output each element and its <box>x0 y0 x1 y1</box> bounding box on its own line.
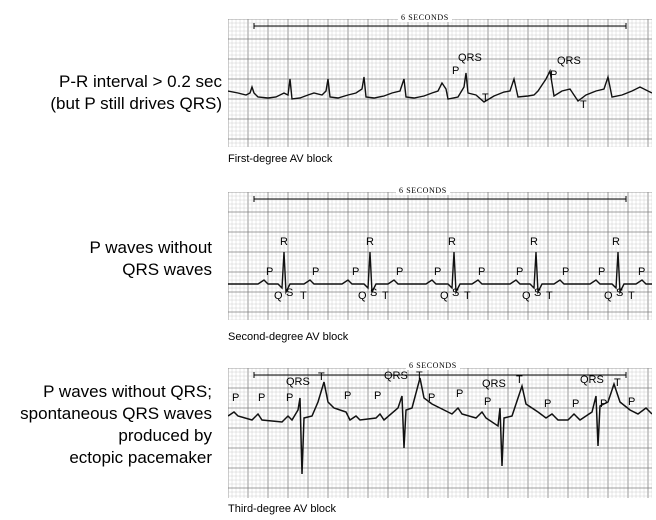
strip3-label-p: P <box>428 392 436 404</box>
strip2-label-r3: R <box>448 236 456 248</box>
strip1-ecg <box>228 13 652 147</box>
strip2-label-p: P <box>352 266 360 278</box>
strip2-label-r4: R <box>530 236 538 248</box>
strip3-label-p: P <box>344 390 352 402</box>
strip3-label-p: P <box>484 396 492 408</box>
strip3-description <box>0 381 212 469</box>
strip3-label-qrs3: QRS <box>482 378 506 390</box>
strip2-label-q: Q <box>358 290 367 302</box>
strip1-label-p2: P <box>550 69 558 81</box>
strip3-label-p: P <box>572 398 580 410</box>
strip2-label-p: P <box>598 266 606 278</box>
strip3-label-t4: T <box>614 377 621 389</box>
strip2-label-r2: R <box>366 236 374 248</box>
strip1-caption: First-degree AV block <box>228 153 333 165</box>
strip1-description <box>10 71 222 115</box>
strip1-duration-label: 6 SECONDS <box>398 13 452 22</box>
strip2-description <box>10 237 212 281</box>
strip3-duration-label: 6 SECONDS <box>406 361 460 370</box>
strip2-label-p: P <box>516 266 524 278</box>
strip3-caption: Third-degree AV block <box>228 503 337 515</box>
strip3-label-p: P <box>628 396 636 408</box>
strip1-label-qrs2: QRS <box>557 55 581 67</box>
strip2-label-s: S <box>534 287 542 299</box>
strip3-description-line1: P waves without QRS; <box>43 382 212 401</box>
strip2-label-p: P <box>478 266 486 278</box>
strip1-label-t1: T <box>482 92 489 104</box>
strip2-label-p: P <box>562 266 570 278</box>
strip2-ecg <box>228 186 652 320</box>
strip3-label-p: P <box>456 388 464 400</box>
strip1-label-t2: T <box>580 99 587 111</box>
strip3-label-p: P <box>600 398 608 410</box>
strip2-label-t: T <box>628 290 635 302</box>
strip2-label-q: Q <box>522 290 531 302</box>
strip3-description-line3: produced by <box>118 426 212 445</box>
strip3-label-p: P <box>258 392 266 404</box>
strip3-label-p: P <box>286 392 294 404</box>
strip2-label-p: P <box>266 266 274 278</box>
strip3-ecg <box>228 361 652 498</box>
strip2-label-p: P <box>396 266 404 278</box>
strip2-label-t: T <box>464 290 471 302</box>
strip1-svg <box>228 19 652 147</box>
strip1-label-qrs1: QRS <box>458 52 482 64</box>
strip3-label-p: P <box>232 392 240 404</box>
strip2-label-p: P <box>434 266 442 278</box>
strip1-description-line2: (but P still drives QRS) <box>50 94 222 113</box>
strip3-label-t3: T <box>516 374 523 386</box>
strip2-label-q: Q <box>604 290 613 302</box>
strip2-label-q: Q <box>274 290 283 302</box>
strip2-label-t: T <box>300 290 307 302</box>
strip1-label-p1: P <box>452 65 460 77</box>
strip3-label-t1: T <box>318 371 325 383</box>
strip2-label-p: P <box>638 266 646 278</box>
strip2-label-t: T <box>382 290 389 302</box>
strip2-caption: Second-degree AV block <box>228 331 349 343</box>
strip2-label-q: Q <box>440 290 449 302</box>
strip2-label-s: S <box>286 287 294 299</box>
strip3-label-p: P <box>374 390 382 402</box>
strip3-label-qrs2: QRS <box>384 370 408 382</box>
strip2-label-s: S <box>452 287 460 299</box>
strip2-label-r5: R <box>612 236 620 248</box>
strip2-label-p: P <box>312 266 320 278</box>
strip3-description-line2: spontaneous QRS waves <box>20 404 212 423</box>
strip2-label-s: S <box>616 287 624 299</box>
strip2-label-r1: R <box>280 236 288 248</box>
strip3-label-qrs1: QRS <box>286 376 310 388</box>
strip2-label-t: T <box>546 290 553 302</box>
strip2-label-s: S <box>370 287 378 299</box>
strip2-description-line1: P waves without <box>89 238 212 257</box>
strip2-duration-label: 6 SECONDS <box>396 186 450 195</box>
strip3-label-p: P <box>544 398 552 410</box>
strip1-description-line1: P-R interval > 0.2 sec <box>59 72 222 91</box>
strip3-description-line4: ectopic pacemaker <box>69 448 212 467</box>
strip2-description-line2: QRS waves <box>122 260 212 279</box>
strip3-label-t2: T <box>416 370 423 382</box>
strip3-label-qrs4: QRS <box>580 374 604 386</box>
